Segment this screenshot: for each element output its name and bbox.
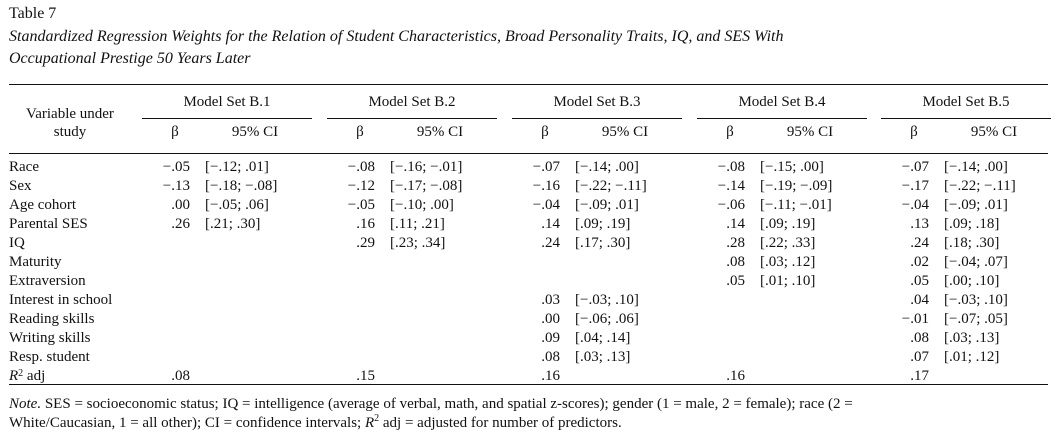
row-label: Extraversion xyxy=(9,273,86,289)
ci-cell: [−.22; −.11] xyxy=(944,178,1016,194)
ci-cell: [.11; .21] xyxy=(390,216,445,232)
beta-cell: .07 xyxy=(910,349,929,365)
row-label: Writing skills xyxy=(9,330,91,346)
beta-cell: .24 xyxy=(910,235,929,251)
beta-cell: .14 xyxy=(726,216,745,232)
beta-cell: −.07 xyxy=(901,159,929,175)
ci-cell: [.09; .18] xyxy=(944,216,1000,232)
r2-value: .08 xyxy=(171,368,190,384)
ci-header-4: 95% CI xyxy=(786,124,834,140)
beta-cell: −.16 xyxy=(532,178,560,194)
ci-cell: [.01; .12] xyxy=(944,349,1000,365)
ci-cell: [−.09; .01] xyxy=(944,197,1008,213)
row-label: Parental SES xyxy=(9,216,88,232)
model-header-2: Model Set B.2 xyxy=(368,94,456,110)
beta-cell: .08 xyxy=(541,349,560,365)
beta-cell: .00 xyxy=(171,197,190,213)
stub-header-line-2: study xyxy=(53,124,87,140)
note-r-symbol: R xyxy=(364,415,375,431)
note-r-superscript: 2 xyxy=(374,413,380,424)
model-header-4: Model Set B.4 xyxy=(738,94,826,110)
beta-cell: .26 xyxy=(171,216,190,232)
row-label: Age cohort xyxy=(9,197,77,213)
ci-cell: [−.22; −.11] xyxy=(575,178,647,194)
ci-header-1: 95% CI xyxy=(231,124,279,140)
beta-cell: .09 xyxy=(541,330,560,346)
ci-cell: [.09; .19] xyxy=(760,216,816,232)
ci-cell: [−.14; .00] xyxy=(944,159,1008,175)
beta-cell: .04 xyxy=(910,292,929,308)
row-label: IQ xyxy=(9,235,25,251)
model-underline-5 xyxy=(881,118,1051,119)
ci-cell: [.09; .19] xyxy=(575,216,631,232)
beta-cell: −.01 xyxy=(901,311,929,327)
beta-cell: −.05 xyxy=(162,159,190,175)
beta-cell: .03 xyxy=(541,292,560,308)
note-text-1: SES = socioeconomic status; IQ = intelligence (average of verbal, math, and spatial z-scores); gender (1 = male, 2 = female); race (2 = xyxy=(41,396,853,412)
ci-cell: [−.05; .06] xyxy=(205,197,269,213)
beta-cell: −.07 xyxy=(532,159,560,175)
row-label: Maturity xyxy=(9,254,62,270)
ci-cell: [.03; .13] xyxy=(944,330,1000,346)
beta-cell: −.08 xyxy=(347,159,375,175)
table-note-line-1 xyxy=(9,396,853,413)
beta-cell: .24 xyxy=(541,235,560,251)
ci-cell: [−.17; −.08] xyxy=(390,178,463,194)
beta-cell: .08 xyxy=(726,254,745,270)
r2-value: .16 xyxy=(726,368,745,384)
ci-cell: [.00; .10] xyxy=(944,273,1000,289)
top-rule xyxy=(9,84,1048,85)
beta-cell: .16 xyxy=(356,216,375,232)
beta-header-4: β xyxy=(726,124,734,140)
note-label: Note. xyxy=(9,396,42,412)
beta-header-5: β xyxy=(910,124,918,140)
note-text-2a: White/Caucasian, 1 = all other); CI = confidence intervals; xyxy=(9,415,365,431)
r2-superscript: 2 xyxy=(18,368,24,379)
ci-header-3: 95% CI xyxy=(601,124,649,140)
ci-cell: [.01; .10] xyxy=(760,273,816,289)
ci-cell: [.23; .34] xyxy=(390,235,446,251)
row-label: Reading skills xyxy=(9,311,95,327)
beta-cell: −.08 xyxy=(717,159,745,175)
model-header-3: Model Set B.3 xyxy=(553,94,641,110)
ci-cell: [−.04; .07] xyxy=(944,254,1008,270)
header-rule xyxy=(9,153,1048,154)
model-underline-4 xyxy=(697,118,867,119)
beta-cell: .00 xyxy=(541,311,560,327)
beta-header-3: β xyxy=(541,124,549,140)
ci-cell: [.17; .30] xyxy=(575,235,631,251)
model-underline-3 xyxy=(512,118,682,119)
row-label: Resp. student xyxy=(9,349,90,365)
table-note-line-2 xyxy=(9,415,622,432)
r2-suffix: adj xyxy=(23,368,46,384)
beta-cell: −.13 xyxy=(162,178,190,194)
table-title-line-1: Standardized Regression Weights for the Relation of Student Characteristics, Broad Personality Traits, IQ, and SES With xyxy=(9,28,784,45)
beta-header-1: β xyxy=(171,124,179,140)
ci-cell: [.03; .12] xyxy=(760,254,816,270)
bottom-rule xyxy=(9,384,1048,385)
ci-cell: [.18; .30] xyxy=(944,235,1000,251)
ci-cell: [−.18; −.08] xyxy=(205,178,278,194)
r2-symbol: R xyxy=(9,368,19,384)
r2-value: .15 xyxy=(356,368,375,384)
beta-cell: .08 xyxy=(910,330,929,346)
ci-cell: [.03; .13] xyxy=(575,349,631,365)
r2-row-label xyxy=(9,367,45,385)
beta-cell: .29 xyxy=(356,235,375,251)
table-number: Table 7 xyxy=(9,5,57,22)
ci-cell: [−.03; .10] xyxy=(944,292,1008,308)
ci-header-2: 95% CI xyxy=(416,124,464,140)
beta-cell: −.06 xyxy=(717,197,745,213)
model-header-5: Model Set B.5 xyxy=(922,94,1010,110)
note-text-2b: adj = adjusted for number of predictors. xyxy=(379,415,622,431)
ci-cell: [.22; .33] xyxy=(760,235,816,251)
ci-cell: [.04; .14] xyxy=(575,330,631,346)
ci-cell: [−.07; .05] xyxy=(944,311,1008,327)
beta-cell: −.14 xyxy=(717,178,745,194)
ci-cell: [−.06; .06] xyxy=(575,311,639,327)
beta-cell: .14 xyxy=(541,216,560,232)
beta-header-2: β xyxy=(356,124,364,140)
stub-header-line-1: Variable under xyxy=(26,106,114,122)
beta-cell: −.12 xyxy=(347,178,375,194)
beta-cell: .05 xyxy=(726,273,745,289)
table-title-line-2: Occupational Prestige 50 Years Later xyxy=(9,50,251,67)
row-label: Race xyxy=(9,159,39,175)
model-underline-2 xyxy=(327,118,497,119)
ci-cell: [−.09; .01] xyxy=(575,197,639,213)
beta-cell: .02 xyxy=(910,254,929,270)
beta-cell: −.04 xyxy=(901,197,929,213)
ci-cell: [−.14; .00] xyxy=(575,159,639,175)
ci-cell: [−.10; .00] xyxy=(390,197,454,213)
beta-cell: .05 xyxy=(910,273,929,289)
ci-cell: [−.12; .01] xyxy=(205,159,269,175)
beta-cell: −.17 xyxy=(901,178,929,194)
model-header-1: Model Set B.1 xyxy=(183,94,271,110)
beta-cell: .28 xyxy=(726,235,745,251)
ci-cell: [−.19; −.09] xyxy=(760,178,833,194)
row-label: Interest in school xyxy=(9,292,113,308)
ci-cell: [−.16; −.01] xyxy=(390,159,463,175)
r2-value: .17 xyxy=(910,368,929,384)
ci-cell: [−.03; .10] xyxy=(575,292,639,308)
ci-cell: [−.15; .00] xyxy=(760,159,824,175)
beta-cell: .13 xyxy=(910,216,929,232)
beta-cell: −.05 xyxy=(347,197,375,213)
r2-value: .16 xyxy=(541,368,560,384)
row-label: Sex xyxy=(9,178,32,194)
ci-header-5: 95% CI xyxy=(970,124,1018,140)
ci-cell: [.21; .30] xyxy=(205,216,261,232)
ci-cell: [−.11; −.01] xyxy=(760,197,832,213)
model-underline-1 xyxy=(142,118,312,119)
beta-cell: −.04 xyxy=(532,197,560,213)
